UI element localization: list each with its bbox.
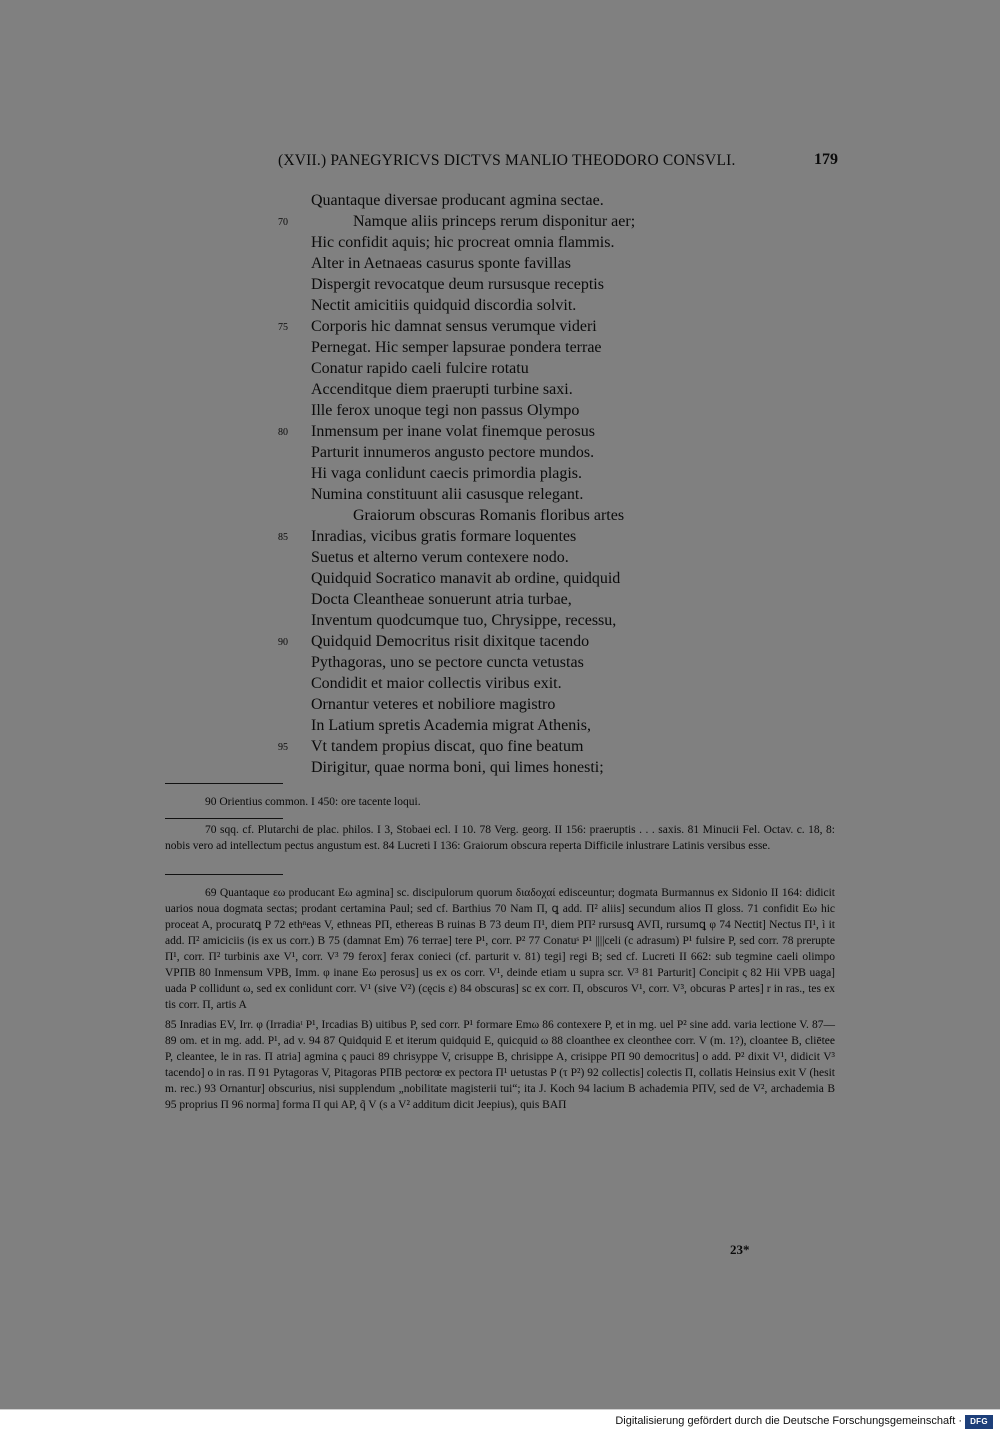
verse-text: Suetus et alterno verum contexere nodo. [311, 549, 569, 566]
poem-line [275, 421, 715, 442]
verse-text: Corporis hic damnat sensus verumque videri [311, 318, 597, 335]
dfg-logo: DFG [965, 1415, 993, 1429]
verse-text: Inmensum per inane volat finemque perosus [311, 423, 595, 440]
poem-line [275, 379, 715, 400]
poem-line [275, 190, 715, 211]
verse-text: Accenditque diem praerupti turbine saxi. [311, 381, 573, 398]
poem-line [275, 568, 715, 589]
verse-text: Graiorum obscuras Romanis floribus artes [353, 507, 625, 524]
poem-line [275, 589, 715, 610]
poem-line [275, 400, 715, 421]
poem-line [275, 547, 715, 568]
poem-line [275, 295, 715, 316]
poem-line [275, 232, 715, 253]
verse-text: Inradias, vicibus gratis formare loquentes [311, 528, 577, 545]
poem-line [275, 211, 715, 232]
poem-line [275, 484, 715, 505]
verse-text: Ille ferox unoque tegi non passus Olympo [311, 402, 580, 419]
divider-rule [165, 874, 283, 875]
signature-mark: 23* [730, 1242, 750, 1257]
testimonia-note [165, 794, 835, 810]
verse-text: Quidquid Socratico manavit ab ordine, quidquid [311, 570, 621, 587]
verse-text: Nectit amicitiis quidquid discordia solvit. [311, 297, 577, 314]
running-title: (XVII.) PANEGYRICVS DICTVS MANLIO THEODORO CONSVLI. [278, 152, 736, 169]
line-number: 75 [278, 322, 288, 333]
critical-apparatus [165, 885, 835, 1113]
page-header [278, 152, 838, 170]
divider-rule [165, 783, 283, 784]
line-number: 95 [278, 742, 288, 753]
poem-line [275, 526, 715, 547]
footer-bar [0, 1409, 1000, 1434]
divider-rule [165, 818, 283, 819]
apparatus-paragraph: 85 Inradias EV, Irr. φ (Irradiaᵗ P¹, Ircadias B) uitibus P, sed corr. P¹ formare Emω 86 contexere P, et in mg. uel P² sine add. varia lectione V. 87—89 om. et in mg. add. P¹, ad v. 94 87 Quidquid E et iterum quidquid E, quicquid ω 88 cloanthee ex cleonthee corr. V (m. 1?), cloantee B, cliētee P, cleantee, le in ras. Π atria] agmina ς pauci 89 chrisyppe V, crisuppe B, chrisippe A, crisippe PΠ 90 democritus] o add. P² dixit V¹, didicit V³ tacendo] o in ras. Π 91 Pytagoras V, Pitagoras PΠB pectorœ ex pectora Π¹ uetustas P (τ P²) 92 collectis] colectis Π, collatis Heinsius exit V (hesit m. rec.) 93 Ornantur] obscurius, nisi supplendum „nobilitate magisterii tui“; ita J. Koch 94 lacium B achademia PΠV, sed de V², archademia B 95 proprius Π 96 norma] forma Π qui AP, q̃ V (s a V² additum dicit Jeepius), quis BAΠ [165, 1019, 835, 1111]
poem-line [275, 673, 715, 694]
verse-text: Pythagoras, uno se pectore cuncta vetustas [311, 654, 584, 671]
verse-text: Docta Cleantheae sonuerunt atria turbae, [311, 591, 572, 608]
funding-credit: Digitalisierung gefördert durch die Deutsche Forschungsgemeinschaft · [615, 1415, 962, 1427]
poem-line [275, 463, 715, 484]
poem-line [275, 652, 715, 673]
poem-line [275, 757, 715, 778]
verse-text: Dirigitur, quae norma boni, qui limes honesti; [311, 759, 604, 776]
verse-text: Hi vaga conlidunt caecis primordia plagis. [311, 465, 583, 482]
verse-text: Ornantur veteres et nobiliore magistro [311, 696, 556, 713]
poem-text [275, 190, 715, 778]
sources-text: 70 sqq. cf. Plutarchi de plac. philos. I 3, Stobaei ecl. I 10. 78 Verg. georg. II 156: praeruptis . . . saxis. 81 Minucii Fel. Octav. c. 18, 8: nobis vero ad intellectum pectus angustum est. 84 Lucreti I 136: Graiorum obscura reperta Difficile inlustrare Latinis versibus esse. [165, 824, 835, 852]
apparatus-paragraph: 69 Quantaque εω producant Eω agmina] sc. discipulorum quorum διαδοχαί edisceuntur; dogmata Burmannus ex Sidonio II 164: didicit uarios noua dogmata sectas; prodant certamina Paul; sed cf. Barthius 70 Nam Π, ꝗ add. Π² aliis] secundum alios Π gloss. 71 confidit Eω hic proceat A, procuratꝗ P 72 ethⁿeas V, ethneas PΠ, ethereas B ruinas B 73 deum Π¹, diem PΠ² rursusꝗ AVΠ, rursumꝗ φ 74 Nectit] Nectus Π¹, ì it add. Π² amiciciis (is ex us corr.) B 75 (damnat Em) 76 terrae] tere P¹, corr. P² 77 Conatuˢ P¹ ||||celi (c adrasum) P¹ fulsire P, sed corr. 78 prerupte Π¹, corr. Π² turbinis axe V¹, corr. V³ 79 ferox] ferax conieci (cf. parturit v. 81) tegi] regi B; sed cf. Lucreti II 662: sub tegmine caeli olimpo VPΠB 80 Inmensum VPB, Imm. φ inane Eω perosus] us ex os corr. V¹, deinde etiam u supra scr. V³ 81 Parturit] Concipit ς 82 Hii VPB uaga] uada P collidunt ω, sed ex conlidunt corr. V¹ (sive V²) (cęcis ε) 84 obscuras] sc ex corr. Π, obscuros V¹, corr. V³, obcuras P artes] r in ras., tes ex tis corr. Π, artis A [165, 887, 835, 1011]
testimonia-text: 90 Orientius common. I 450: ore tacente loqui. [205, 796, 421, 808]
verse-text: Hic confidit aquis; hic procreat omnia flammis. [311, 234, 615, 251]
poem-line [275, 253, 715, 274]
sources-note [165, 822, 835, 854]
verse-text: Conatur rapido caeli fulcire rotatu [311, 360, 529, 377]
poem-line [275, 610, 715, 631]
poem-line [275, 715, 715, 736]
verse-text: Vt tandem propius discat, quo fine beatum [311, 738, 584, 755]
line-number: 70 [278, 217, 288, 228]
poem-line [275, 337, 715, 358]
line-number: 80 [278, 427, 288, 438]
verse-text: Quantaque diversae producant agmina sectae. [311, 192, 604, 209]
verse-text: In Latium spretis Academia migrat Athenis, [311, 717, 591, 734]
verse-text: Condidit et maior collectis viribus exit. [311, 675, 562, 692]
page-number: 179 [814, 151, 838, 168]
poem-line [275, 505, 715, 526]
poem-line [275, 316, 715, 337]
poem-line [275, 694, 715, 715]
poem-line [275, 631, 715, 652]
line-number: 90 [278, 637, 288, 648]
verse-text: Pernegat. Hic semper lapsurae pondera terrae [311, 339, 602, 356]
poem-line [275, 274, 715, 295]
poem-line [275, 442, 715, 463]
verse-text: Namque aliis princeps rerum disponitur aer; [353, 213, 636, 230]
verse-text: Parturit innumeros angusto pectore mundos. [311, 444, 595, 461]
verse-text: Alter in Aetnaeas casurus sponte favillas [311, 255, 571, 272]
verse-text: Inventum quodcumque tuo, Chrysippe, recessu, [311, 612, 617, 629]
verse-text: Dispergit revocatque deum rursusque receptis [311, 276, 604, 293]
poem-line [275, 358, 715, 379]
poem-line [275, 736, 715, 757]
line-number: 85 [278, 532, 288, 543]
verse-text: Quidquid Democritus risit dixitque tacendo [311, 633, 590, 650]
verse-text: Numina constituunt alii casusque relegant. [311, 486, 584, 503]
